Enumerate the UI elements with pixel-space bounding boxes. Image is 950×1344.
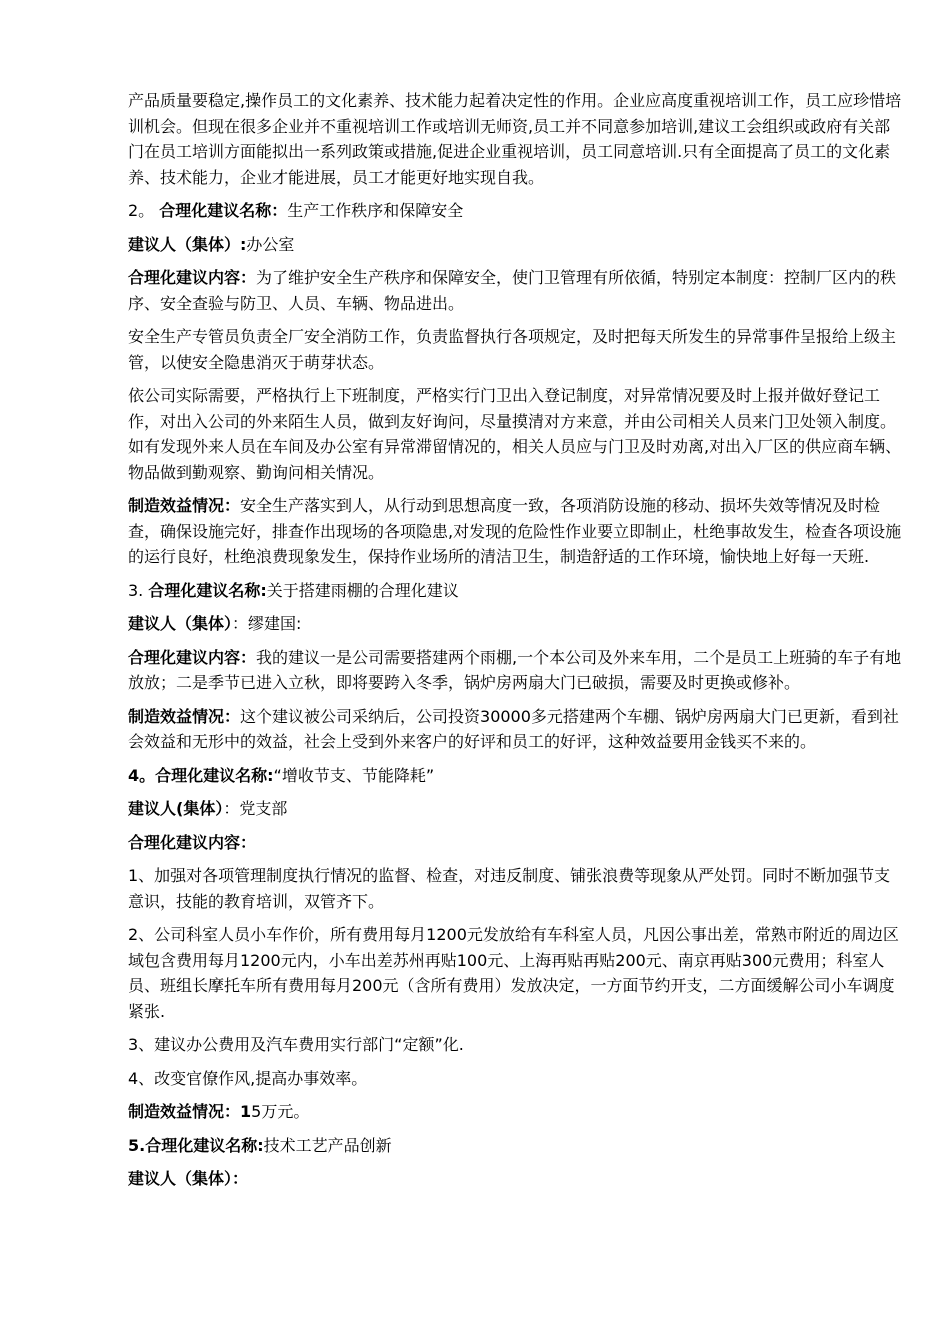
section-name-value: 技术工艺产品创新 xyxy=(263,1135,392,1155)
section-2-proposer xyxy=(128,232,904,258)
section-2-paragraph-2: 安全生产专管员负责全厂安全消防工作，负责监督执行各项规定，及时把每天所发生的异常事件呈报给上级主管，以使安全隐患消灭于萌芽状态。 xyxy=(128,327,897,372)
proposer-label: 建议人（集体）： xyxy=(128,1169,249,1188)
benefit-label: 制造效益情况： xyxy=(128,706,241,726)
section-heading: 4。合理化建议名称: xyxy=(128,765,274,785)
section-4-item-3: 3、建议办公费用及汽车费用实行部门“定额”化. xyxy=(128,1035,464,1054)
section-4-content-label xyxy=(128,830,904,856)
content-value: 我的建议一是公司需要搭建两个雨棚,一个本公司及外来车用，二个是员工上班骑的车子有地放放；二是季节已进入立秋，即将要跨入冬季，锅炉房两扇大门已破损，需要及时更换或修补。 xyxy=(128,647,902,692)
section-name-value: “增收节支、节能降耗” xyxy=(273,765,435,785)
section-name-value: 关于搭建雨棚的合理化建议 xyxy=(266,580,459,600)
section-4-benefit xyxy=(128,1099,904,1125)
section-name-label: 合理化建议名称: xyxy=(148,580,267,600)
section-name-value: 生产工作秩序和保障安全 xyxy=(287,201,464,220)
section-4-item-4: 4、改变官僚作风,提高办事效率。 xyxy=(128,1068,368,1088)
section-heading: 5.合理化建议名称: xyxy=(128,1135,264,1155)
section-4-item-1: 1、加强对各项管理制度执行情况的监督、检查，对违反制度、铺张浪费等现象从严处罚。同时不断加强节支意识，技能的教育培训，双管齐下。 xyxy=(128,866,891,911)
content-label: 合理化建议内容： xyxy=(128,832,257,852)
section-name-label: 合理化建议名称： xyxy=(159,201,288,220)
section-2-title xyxy=(128,198,904,224)
benefit-label: 制造效益情况： xyxy=(128,496,241,515)
proposer-value: ：缪建国: xyxy=(232,614,302,633)
document-body xyxy=(128,88,904,1200)
section-3-proposer xyxy=(128,611,904,637)
section-4-item-2: 2、公司科室人员小车作价，所有费用每月1200元发放给有车科室人员，凡因公事出差，常熟市附近的周边区域包含费用每月1200元内，小车出差苏州再贴100元、上海再贴再贴200元、南京再贴300元费用；科室人员、班组长摩托车所有费用每月200元（含所有费用）发放决定，一方面节约开支，二方面缓解公司小车调度紧张. xyxy=(128,925,899,1021)
section-number: 3. xyxy=(128,580,144,600)
content-value: 为了维护安全生产秩序和保障安全，使门卫管理有所依循，特别定本制度：控制厂区内的秩序、安全查验与防卫、人员、车辆、物品进出。 xyxy=(128,268,897,313)
proposer-label: 建议人（集体） xyxy=(128,614,233,633)
benefit-label: 制造效益情况： xyxy=(128,1102,241,1121)
section-5-proposer xyxy=(128,1166,904,1192)
section-number: 2。 xyxy=(128,201,155,220)
section-5-title xyxy=(128,1133,904,1159)
benefit-bold-digit: 1 xyxy=(240,1102,252,1121)
section-2-benefit xyxy=(128,493,904,570)
benefit-value: 这个建议被公司采纳后，公司投资30000多元搭建两个车棚、锅炉房两扇大门已更新，看到社会效益和无形中的效益，社会上受到外来客户的好评和员工的好评，这种效益要用金钱买不来的。 xyxy=(128,706,899,751)
benefit-value: 5万元。 xyxy=(251,1102,310,1121)
section-4-title xyxy=(128,763,904,789)
intro-paragraph: 产品质量要稳定,操作员工的文化素养、技术能力起着决定性的作用。企业应高度重视培训工作，员工应珍惜培训机会。但现在很多企业并不重视培训工作或培训无师资,员工并不同意参加培训,建议工会组织或政府有关部门在员工培训方面能拟出一系列政策或措施,促进企业重视培训，员工同意培训.只有全面提高了员工的文化素养、技术能力，企业才能进展，员工才能更好地实现自我。 xyxy=(128,91,902,187)
proposer-value: ：党支部 xyxy=(223,799,288,818)
section-4-proposer xyxy=(128,796,904,822)
content-label: 合理化建议内容： xyxy=(128,647,257,667)
section-3-benefit xyxy=(128,704,904,755)
section-2-paragraph-3: 依公司实际需要，严格执行上下班制度，严格实行门卫出入登记制度，对异常情况要及时上报并做好登记工作，对出入公司的外来陌生人员，做到友好询问，尽量摸清对方来意，并由公司相关人员来门卫处领入制度。如有发现外来人员在车间及办公室有异常滞留情况的，相关人员应与门卫及时劝离,对出入厂区的供应商车辆、物品做到勤观察、勤询问相关情况。 xyxy=(128,386,902,482)
proposer-label: 建议人（集体）: xyxy=(128,234,247,254)
section-3-title xyxy=(128,578,904,604)
content-label: 合理化建议内容： xyxy=(128,268,257,287)
proposer-value: 办公室 xyxy=(246,234,295,254)
section-2-content xyxy=(128,265,904,316)
benefit-value: 安全生产落实到人，从行动到思想高度一致，各项消防设施的移动、损坏失效等情况及时检查，确保设施完好，排查作出现场的各项隐患,对发现的危险性作业要立即制止，杜绝事故发生，检查各项设施的运行良好，杜绝浪费现象发生，保持作业场所的清洁卫生，制造舒适的工作环境，愉快地上好每一天班. xyxy=(128,496,902,566)
proposer-label: 建议人(集体） xyxy=(128,799,224,818)
section-3-content xyxy=(128,645,904,696)
